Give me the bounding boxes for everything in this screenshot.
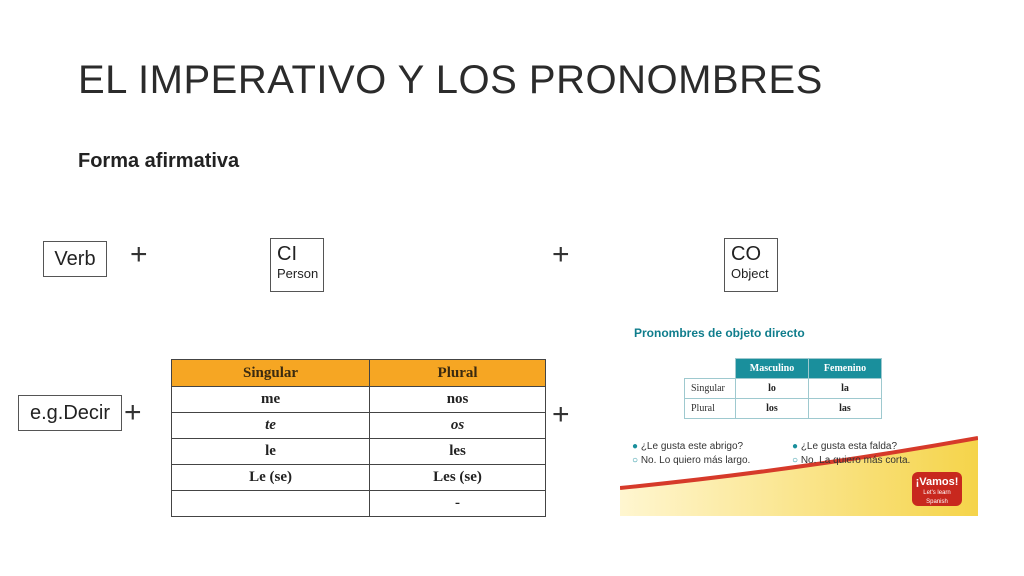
cell-masculino: lo <box>736 379 809 399</box>
cell-singular <box>172 491 370 517</box>
list-item <box>792 454 910 468</box>
row-label-singular: Singular <box>685 379 736 399</box>
table-row <box>685 379 882 399</box>
plus-sign-4: + <box>552 398 570 431</box>
table-row <box>172 439 546 465</box>
ci-sublabel: Person <box>277 266 319 281</box>
indirect-pronoun-table <box>171 359 546 517</box>
list-item <box>632 440 750 454</box>
example-right <box>792 440 910 468</box>
table-row <box>685 399 882 419</box>
logo-text: ¡Vamos! <box>915 476 959 488</box>
example-question: ¿Le gusta esta falda? <box>800 441 898 452</box>
list-item <box>632 454 750 468</box>
example-verb-box: e.g.Decir <box>18 395 122 431</box>
cell-plural: les <box>370 439 546 465</box>
co-sublabel: Object <box>731 266 769 281</box>
plus-sign-1: + <box>130 238 148 271</box>
table-header-row <box>685 359 882 379</box>
cell-singular: le <box>172 439 370 465</box>
empty-corner <box>685 359 736 379</box>
bullet-icon: ○ <box>632 455 639 466</box>
cell-singular: te <box>172 413 370 439</box>
cell-plural: os <box>370 413 546 439</box>
cell-femenino: la <box>809 379 882 399</box>
cell-singular: Le (se) <box>172 465 370 491</box>
cell-plural: nos <box>370 387 546 413</box>
co-label: CO <box>731 243 761 265</box>
header-plural: Plural <box>370 360 546 387</box>
ci-box <box>270 238 324 292</box>
excerpt-title: Pronombres de objeto directo <box>634 326 805 340</box>
section-subtitle: Forma afirmativa <box>78 150 240 172</box>
page-title: EL IMPERATIVO Y LOS PRONOMBRES <box>78 58 823 102</box>
table-row <box>172 465 546 491</box>
table-row <box>172 387 546 413</box>
logo-tagline: Let's learn Spanish <box>923 490 951 505</box>
example-question: ¿Le gusta este abrigo? <box>640 441 744 452</box>
ci-label: CI <box>277 243 297 265</box>
plus-sign-3: + <box>124 396 142 429</box>
header-singular: Singular <box>172 360 370 387</box>
co-box <box>724 238 778 292</box>
header-femenino: Femenino <box>809 359 882 379</box>
verb-box: Verb <box>43 241 107 277</box>
cell-femenino: las <box>809 399 882 419</box>
cell-plural: - <box>370 491 546 517</box>
vamos-logo <box>912 472 962 506</box>
example-answer: No. Lo quiero más largo. <box>640 455 751 466</box>
bullet-icon: ● <box>632 441 639 452</box>
table-row <box>172 413 546 439</box>
example-left <box>632 440 750 468</box>
table-row <box>172 491 546 517</box>
cell-plural: Les (se) <box>370 465 546 491</box>
header-masculino: Masculino <box>736 359 809 379</box>
example-answer: No. La quiero más corta. <box>800 455 911 466</box>
direct-object-table <box>684 358 882 419</box>
list-item <box>792 440 910 454</box>
cell-singular: me <box>172 387 370 413</box>
row-label-plural: Plural <box>685 399 736 419</box>
table-header-row <box>172 360 546 387</box>
cell-masculino: los <box>736 399 809 419</box>
direct-object-pronoun-excerpt <box>620 318 978 516</box>
bullet-icon: ● <box>792 441 799 452</box>
plus-sign-2: + <box>552 238 570 271</box>
bullet-icon: ○ <box>792 455 799 466</box>
